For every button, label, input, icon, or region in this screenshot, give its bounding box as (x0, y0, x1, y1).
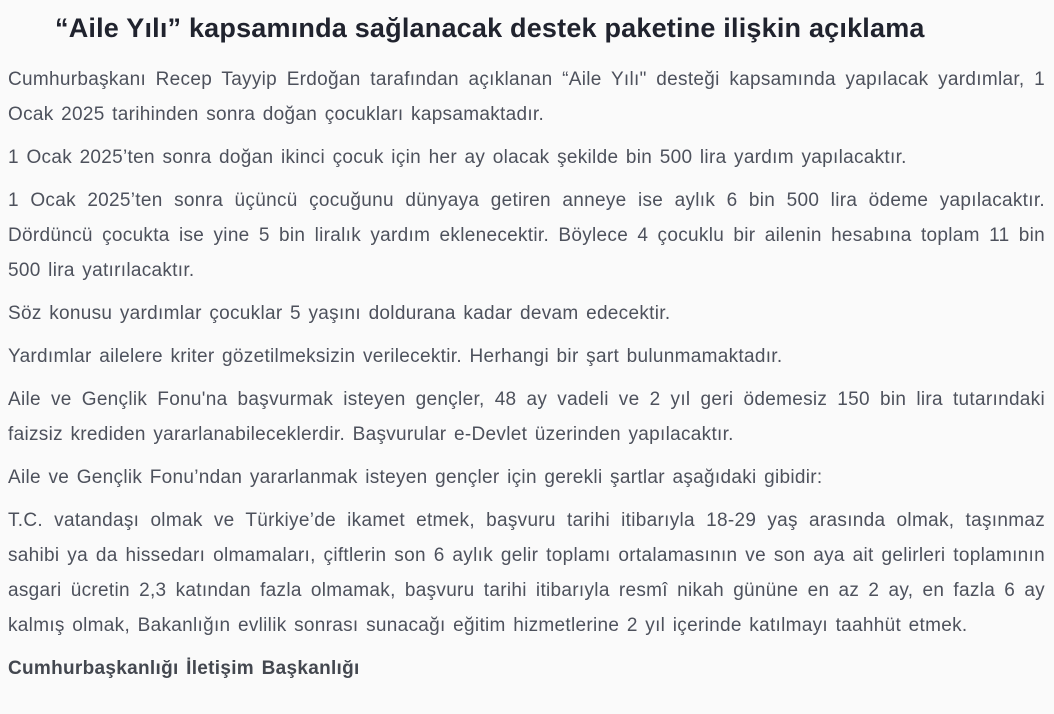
article-paragraph: 1 Ocak 2025’ten sonra doğan ikinci çocuk için her ay olacak şekilde bin 500 lira yardım yapılacaktır. (8, 147, 907, 168)
article-paragraph: Söz konusu yardımlar çocuklar 5 yaşını doldurana kadar devam edecektir. (8, 303, 671, 324)
article-paragraph: Yardımlar ailelere kriter gözetilmeksizin verilecektir. Herhangi bir şart bulunmamaktadır. (8, 346, 783, 367)
article-paragraph: Aile ve Gençlik Fonu'na başvurmak isteyen gençler, 48 ay vadeli ve 2 yıl geri ödemesiz 150 bin lira tutarındaki faizsiz krediden yararlanabileceklerdir. Başvurular e-Devlet üzerinden yapılacaktır. (8, 389, 1045, 445)
publisher-signature: Cumhurbaşkanlığı İletişim Başkanlığı (8, 658, 360, 679)
article-paragraph: Cumhurbaşkanı Recep Tayyip Erdoğan tarafından açıklanan “Aile Yılı" desteği kapsamında yapılacak yardımlar, 1 Ocak 2025 tarihinden sonra doğan çocukları kapsamaktadır. (8, 69, 1045, 125)
article-paragraph: 1 Ocak 2025’ten sonra üçüncü çocuğunu dünyaya getiren anneye ise aylık 6 bin 500 lira ödeme yapılacaktır. Dördüncü çocukta ise yine 5 bin liralık yardım eklenecektir. Böylece 4 çocuklu bir ailenin hesabına toplam 11 bin 500 lira yatırılacaktır. (8, 190, 1045, 281)
page-title: “Aile Yılı” kapsamında sağlanacak destek paketine ilişkin açıklama (55, 13, 925, 43)
article-paragraph: Aile ve Gençlik Fonu’ndan yararlanmak isteyen gençler için gerekli şartlar aşağıdaki gibidir: (8, 467, 823, 488)
article-paragraph: T.C. vatandaşı olmak ve Türkiye’de ikamet etmek, başvuru tarihi itibarıyla 18-29 yaş arasında olmak, taşınmaz sahibi ya da hissedarı olmamaları, çiftlerin son 6 aylık gelir toplamı ortalamasının ve son aya ait gelirleri toplamının asgari ücretin 2,3 katından fazla olmamak, başvuru tarihi itibarıyla resmî nikah gününe en az 2 ay, en fazla 6 ay kalmış olmak, Bakanlığın evlilik sonrası sunacağı eğitim hizmetlerine 2 yıl içerinde katılmayı taahhüt etmek. (8, 510, 1045, 636)
